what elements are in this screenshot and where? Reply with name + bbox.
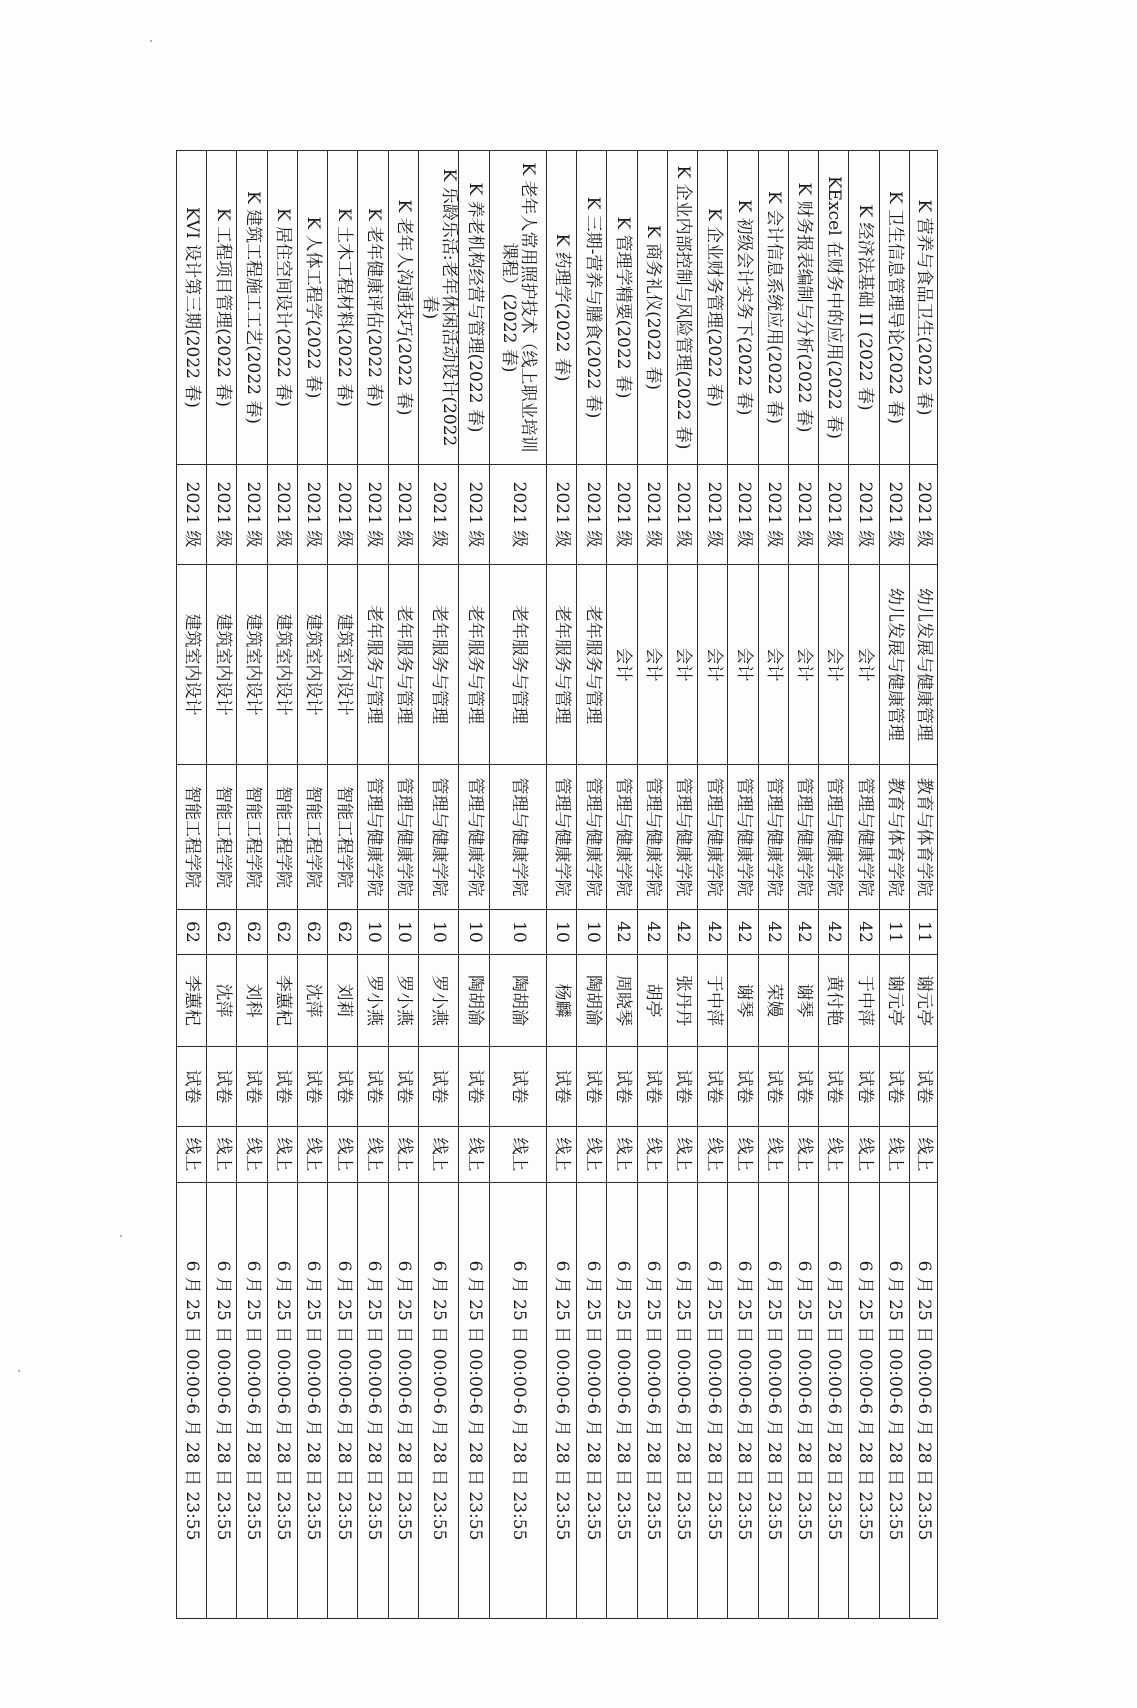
exam-time-cell: 6 月 25 日 00:00-6 月 28 日 23:55 [698, 1183, 728, 1619]
scan-speck [18, 1370, 20, 1372]
student-count-cell: 11 [879, 910, 909, 955]
major-cell: 幼儿发展与健康管理 [909, 565, 937, 765]
grade-cell: 2021 级 [909, 465, 937, 565]
grade-cell: 2021 级 [577, 465, 607, 565]
exam-mode-cell: 线上 [177, 1127, 207, 1183]
college-cell: 管理与健康学院 [607, 765, 637, 910]
course-name-cell: K 企业内部控制与风险管理(2022 春) [667, 151, 697, 465]
course-name-cell: K 营养与食品卫生(2022 春) [909, 151, 937, 465]
exam-time-cell: 6 月 25 日 00:00-6 月 28 日 23:55 [909, 1183, 937, 1619]
grade-cell: 2021 级 [328, 465, 358, 565]
exam-mode-cell: 线上 [577, 1127, 607, 1183]
exam-form-cell: 试卷 [177, 1047, 207, 1127]
exam-mode-cell: 线上 [237, 1127, 267, 1183]
table-row [758, 151, 788, 1619]
exam-form-cell: 试卷 [577, 1047, 607, 1127]
exam-form-cell: 试卷 [207, 1047, 237, 1127]
student-count-cell: 42 [607, 910, 637, 955]
major-cell: 老年服务与管理 [459, 565, 489, 765]
student-count-cell: 10 [546, 910, 576, 955]
college-cell: 教育与体育学院 [879, 765, 909, 910]
college-cell: 智能工程学院 [177, 765, 207, 910]
exam-mode-cell: 线上 [849, 1127, 879, 1183]
scan-speck [150, 40, 152, 42]
college-cell: 智能工程学院 [297, 765, 327, 910]
teacher-cell: 谢元亭 [879, 955, 909, 1047]
table-row [909, 151, 937, 1619]
major-cell: 老年服务与管理 [577, 565, 607, 765]
table-row [267, 151, 297, 1619]
table-row [667, 151, 697, 1619]
exam-mode-cell: 线上 [418, 1127, 458, 1183]
exam-time-cell: 6 月 25 日 00:00-6 月 28 日 23:55 [577, 1183, 607, 1619]
exam-time-cell: 6 月 25 日 00:00-6 月 28 日 23:55 [546, 1183, 576, 1619]
exam-form-cell: 试卷 [418, 1047, 458, 1127]
college-cell: 管理与健康学院 [758, 765, 788, 910]
major-cell: 会计 [819, 565, 849, 765]
exam-mode-cell: 线上 [297, 1127, 327, 1183]
teacher-cell: 罗小燕 [358, 955, 388, 1047]
exam-form-cell: 试卷 [388, 1047, 418, 1127]
exam-form-cell: 试卷 [667, 1047, 697, 1127]
grade-cell: 2021 级 [297, 465, 327, 565]
table-row [698, 151, 728, 1619]
major-cell: 老年服务与管理 [418, 565, 458, 765]
college-cell: 智能工程学院 [267, 765, 297, 910]
grade-cell: 2021 级 [237, 465, 267, 565]
exam-form-cell: 试卷 [758, 1047, 788, 1127]
exam-time-cell: 6 月 25 日 00:00-6 月 28 日 23:55 [297, 1183, 327, 1619]
student-count-cell: 62 [328, 910, 358, 955]
scan-speck [120, 1235, 122, 1237]
grade-cell: 2021 级 [879, 465, 909, 565]
exam-time-cell: 6 月 25 日 00:00-6 月 28 日 23:55 [758, 1183, 788, 1619]
exam-mode-cell: 线上 [728, 1127, 758, 1183]
college-cell: 管理与健康学院 [577, 765, 607, 910]
major-cell: 会计 [698, 565, 728, 765]
exam-time-cell: 6 月 25 日 00:00-6 月 28 日 23:55 [788, 1183, 818, 1619]
exam-form-cell: 试卷 [237, 1047, 267, 1127]
exam-form-cell: 试卷 [489, 1047, 546, 1127]
major-cell: 建筑室内设计 [328, 565, 358, 765]
table-row [788, 151, 818, 1619]
course-name-cell: K 老年人沟通技巧(2022 春) [388, 151, 418, 465]
college-cell: 管理与健康学院 [728, 765, 758, 910]
grade-cell: 2021 级 [849, 465, 879, 565]
student-count-cell: 42 [758, 910, 788, 955]
exam-time-cell: 6 月 25 日 00:00-6 月 28 日 23:55 [267, 1183, 297, 1619]
exam-form-cell: 试卷 [358, 1047, 388, 1127]
teacher-cell: 沈萍 [207, 955, 237, 1047]
college-cell: 智能工程学院 [207, 765, 237, 910]
exam-time-cell: 6 月 25 日 00:00-6 月 28 日 23:55 [358, 1183, 388, 1619]
exam-form-cell: 试卷 [728, 1047, 758, 1127]
course-name-cell: K 经济法基础 II (2022 春) [849, 151, 879, 465]
exam-time-cell: 6 月 25 日 00:00-6 月 28 日 23:55 [207, 1183, 237, 1619]
teacher-cell: 谢琴 [728, 955, 758, 1047]
exam-mode-cell: 线上 [267, 1127, 297, 1183]
course-name-cell: K 乐龄乐活:老年休闲活动设计(2022 春) [418, 151, 458, 465]
exam-mode-cell: 线上 [758, 1127, 788, 1183]
table-row [849, 151, 879, 1619]
student-count-cell: 62 [297, 910, 327, 955]
table-row [546, 151, 576, 1619]
major-cell: 会计 [728, 565, 758, 765]
exam-mode-cell: 线上 [607, 1127, 637, 1183]
teacher-cell: 谢琴 [788, 955, 818, 1047]
grade-cell: 2021 级 [698, 465, 728, 565]
exam-time-cell: 6 月 25 日 00:00-6 月 28 日 23:55 [849, 1183, 879, 1619]
teacher-cell: 李蕙杞 [267, 955, 297, 1047]
table-row [177, 151, 207, 1619]
teacher-cell: 于中萍 [698, 955, 728, 1047]
exam-schedule-table [176, 150, 938, 1619]
exam-time-cell: 6 月 25 日 00:00-6 月 28 日 23:55 [728, 1183, 758, 1619]
major-cell: 会计 [849, 565, 879, 765]
grade-cell: 2021 级 [207, 465, 237, 565]
table-row [237, 151, 267, 1619]
course-name-cell: K 初级会计实务下(2022 春) [728, 151, 758, 465]
student-count-cell: 10 [489, 910, 546, 955]
course-name-cell: K 建筑工程施工工艺(2022 春) [237, 151, 267, 465]
exam-mode-cell: 线上 [698, 1127, 728, 1183]
major-cell: 建筑室内设计 [207, 565, 237, 765]
student-count-cell: 10 [358, 910, 388, 955]
course-name-cell: KExcel 在财务中的应用(2022 春) [819, 151, 849, 465]
grade-cell: 2021 级 [607, 465, 637, 565]
student-count-cell: 42 [667, 910, 697, 955]
college-cell: 管理与健康学院 [788, 765, 818, 910]
student-count-cell: 42 [788, 910, 818, 955]
major-cell: 建筑室内设计 [177, 565, 207, 765]
major-cell: 老年服务与管理 [546, 565, 576, 765]
teacher-cell: 罗小燕 [418, 955, 458, 1047]
major-cell: 建筑室内设计 [267, 565, 297, 765]
exam-time-cell: 6 月 25 日 00:00-6 月 28 日 23:55 [879, 1183, 909, 1619]
major-cell: 会计 [788, 565, 818, 765]
exam-schedule-body [177, 151, 938, 1619]
exam-mode-cell: 线上 [358, 1127, 388, 1183]
table-row [328, 151, 358, 1619]
grade-cell: 2021 级 [819, 465, 849, 565]
exam-mode-cell: 线上 [328, 1127, 358, 1183]
student-count-cell: 10 [388, 910, 418, 955]
teacher-cell: 李蕙杞 [177, 955, 207, 1047]
college-cell: 管理与健康学院 [388, 765, 418, 910]
course-name-cell: K 老年人常用照护技术（线上职业培训课程）(2022 春) [489, 151, 546, 465]
student-count-cell: 10 [459, 910, 489, 955]
teacher-cell: 胡亭 [637, 955, 667, 1047]
teacher-cell: 黄付艳 [819, 955, 849, 1047]
course-name-cell: K 养老机构经营与管理(2022 春) [459, 151, 489, 465]
major-cell: 老年服务与管理 [388, 565, 418, 765]
exam-time-cell: 6 月 25 日 00:00-6 月 28 日 23:55 [328, 1183, 358, 1619]
course-name-cell: K 药理学(2022 春) [546, 151, 576, 465]
course-name-cell: K 老年健康评估(2022 春) [358, 151, 388, 465]
grade-cell: 2021 级 [358, 465, 388, 565]
grade-cell: 2021 级 [546, 465, 576, 565]
exam-form-cell: 试卷 [879, 1047, 909, 1127]
course-name-cell: K 人体工程学(2022 春) [297, 151, 327, 465]
college-cell: 管理与健康学院 [358, 765, 388, 910]
exam-mode-cell: 线上 [879, 1127, 909, 1183]
teacher-cell: 陶胡渝 [489, 955, 546, 1047]
grade-cell: 2021 级 [728, 465, 758, 565]
exam-form-cell: 试卷 [546, 1047, 576, 1127]
exam-time-cell: 6 月 25 日 00:00-6 月 28 日 23:55 [637, 1183, 667, 1619]
exam-form-cell: 试卷 [607, 1047, 637, 1127]
major-cell: 老年服务与管理 [489, 565, 546, 765]
student-count-cell: 42 [819, 910, 849, 955]
exam-time-cell: 6 月 25 日 00:00-6 月 28 日 23:55 [388, 1183, 418, 1619]
student-count-cell: 42 [698, 910, 728, 955]
exam-mode-cell: 线上 [667, 1127, 697, 1183]
course-name-cell: K 居住空间设计(2022 春) [267, 151, 297, 465]
teacher-cell: 杨麟 [546, 955, 576, 1047]
exam-form-cell: 试卷 [267, 1047, 297, 1127]
student-count-cell: 62 [207, 910, 237, 955]
college-cell: 管理与健康学院 [849, 765, 879, 910]
teacher-cell: 沈萍 [297, 955, 327, 1047]
course-name-cell: K 三期-营养与膳食(2022 春) [577, 151, 607, 465]
exam-time-cell: 6 月 25 日 00:00-6 月 28 日 23:55 [819, 1183, 849, 1619]
course-name-cell: K 卫生信息管理导论(2022 春) [879, 151, 909, 465]
table-row [418, 151, 458, 1619]
exam-mode-cell: 线上 [489, 1127, 546, 1183]
grade-cell: 2021 级 [267, 465, 297, 565]
student-count-cell: 62 [237, 910, 267, 955]
exam-form-cell: 试卷 [637, 1047, 667, 1127]
exam-time-cell: 6 月 25 日 00:00-6 月 28 日 23:55 [418, 1183, 458, 1619]
exam-form-cell: 试卷 [909, 1047, 937, 1127]
major-cell: 建筑室内设计 [237, 565, 267, 765]
teacher-cell: 于中萍 [849, 955, 879, 1047]
student-count-cell: 10 [577, 910, 607, 955]
table-row [728, 151, 758, 1619]
college-cell: 管理与健康学院 [637, 765, 667, 910]
table-row [358, 151, 388, 1619]
grade-cell: 2021 级 [489, 465, 546, 565]
exam-mode-cell: 线上 [909, 1127, 937, 1183]
exam-time-cell: 6 月 25 日 00:00-6 月 28 日 23:55 [607, 1183, 637, 1619]
college-cell: 管理与健康学院 [418, 765, 458, 910]
exam-mode-cell: 线上 [546, 1127, 576, 1183]
exam-form-cell: 试卷 [788, 1047, 818, 1127]
exam-time-cell: 6 月 25 日 00:00-6 月 28 日 23:55 [177, 1183, 207, 1619]
rotated-table-wrapper [176, 150, 938, 1618]
exam-time-cell: 6 月 25 日 00:00-6 月 28 日 23:55 [667, 1183, 697, 1619]
table-row [577, 151, 607, 1619]
major-cell: 老年服务与管理 [358, 565, 388, 765]
exam-form-cell: 试卷 [849, 1047, 879, 1127]
major-cell: 会计 [607, 565, 637, 765]
exam-mode-cell: 线上 [637, 1127, 667, 1183]
college-cell: 管理与健康学院 [546, 765, 576, 910]
student-count-cell: 42 [637, 910, 667, 955]
college-cell: 管理与健康学院 [698, 765, 728, 910]
course-name-cell: K 管理学精要(2022 春) [607, 151, 637, 465]
course-name-cell: K 企业财务管理(2022 春) [698, 151, 728, 465]
table-row [607, 151, 637, 1619]
grade-cell: 2021 级 [459, 465, 489, 565]
exam-form-cell: 试卷 [819, 1047, 849, 1127]
table-row [297, 151, 327, 1619]
exam-mode-cell: 线上 [388, 1127, 418, 1183]
major-cell: 幼儿发展与健康管理 [879, 565, 909, 765]
course-name-cell: K 会计信息系统应用(2022 春) [758, 151, 788, 465]
grade-cell: 2021 级 [418, 465, 458, 565]
grade-cell: 2021 级 [758, 465, 788, 565]
student-count-cell: 11 [909, 910, 937, 955]
grade-cell: 2021 级 [388, 465, 418, 565]
college-cell: 管理与健康学院 [489, 765, 546, 910]
course-name-cell: K 土木工程材料(2022 春) [328, 151, 358, 465]
major-cell: 会计 [667, 565, 697, 765]
grade-cell: 2021 级 [177, 465, 207, 565]
exam-form-cell: 试卷 [698, 1047, 728, 1127]
grade-cell: 2021 级 [667, 465, 697, 565]
exam-form-cell: 试卷 [328, 1047, 358, 1127]
teacher-cell: 荣嫚 [758, 955, 788, 1047]
teacher-cell: 陶胡渝 [459, 955, 489, 1047]
table-row [819, 151, 849, 1619]
grade-cell: 2021 级 [788, 465, 818, 565]
major-cell: 会计 [758, 565, 788, 765]
college-cell: 管理与健康学院 [667, 765, 697, 910]
college-cell: 智能工程学院 [237, 765, 267, 910]
exam-time-cell: 6 月 25 日 00:00-6 月 28 日 23:55 [459, 1183, 489, 1619]
college-cell: 管理与健康学院 [459, 765, 489, 910]
teacher-cell: 罗小燕 [388, 955, 418, 1047]
exam-form-cell: 试卷 [297, 1047, 327, 1127]
major-cell: 会计 [637, 565, 667, 765]
course-name-cell: K 商务礼仪(2022 春) [637, 151, 667, 465]
student-count-cell: 10 [418, 910, 458, 955]
exam-mode-cell: 线上 [207, 1127, 237, 1183]
teacher-cell: 周晓琴 [607, 955, 637, 1047]
student-count-cell: 42 [728, 910, 758, 955]
table-row [879, 151, 909, 1619]
exam-form-cell: 试卷 [459, 1047, 489, 1127]
student-count-cell: 62 [267, 910, 297, 955]
college-cell: 智能工程学院 [328, 765, 358, 910]
grade-cell: 2021 级 [637, 465, 667, 565]
teacher-cell: 陶胡渝 [577, 955, 607, 1047]
exam-time-cell: 6 月 25 日 00:00-6 月 28 日 23:55 [237, 1183, 267, 1619]
exam-time-cell: 6 月 25 日 00:00-6 月 28 日 23:55 [489, 1183, 546, 1619]
teacher-cell: 张丹丹 [667, 955, 697, 1047]
course-name-cell: K 财务报表编制与分析(2022 春) [788, 151, 818, 465]
table-row [489, 151, 546, 1619]
table-row [388, 151, 418, 1619]
college-cell: 教育与体育学院 [909, 765, 937, 910]
teacher-cell: 谢元亭 [909, 955, 937, 1047]
major-cell: 建筑室内设计 [297, 565, 327, 765]
course-name-cell: KVI 设计第三期(2022 春) [177, 151, 207, 465]
student-count-cell: 42 [849, 910, 879, 955]
table-row [459, 151, 489, 1619]
table-row [207, 151, 237, 1619]
teacher-cell: 刘科 [237, 955, 267, 1047]
student-count-cell: 62 [177, 910, 207, 955]
exam-mode-cell: 线上 [819, 1127, 849, 1183]
college-cell: 管理与健康学院 [819, 765, 849, 910]
table-row [637, 151, 667, 1619]
course-name-cell: K 工程项目管理(2022 春) [207, 151, 237, 465]
exam-mode-cell: 线上 [788, 1127, 818, 1183]
teacher-cell: 刘莉 [328, 955, 358, 1047]
exam-mode-cell: 线上 [459, 1127, 489, 1183]
